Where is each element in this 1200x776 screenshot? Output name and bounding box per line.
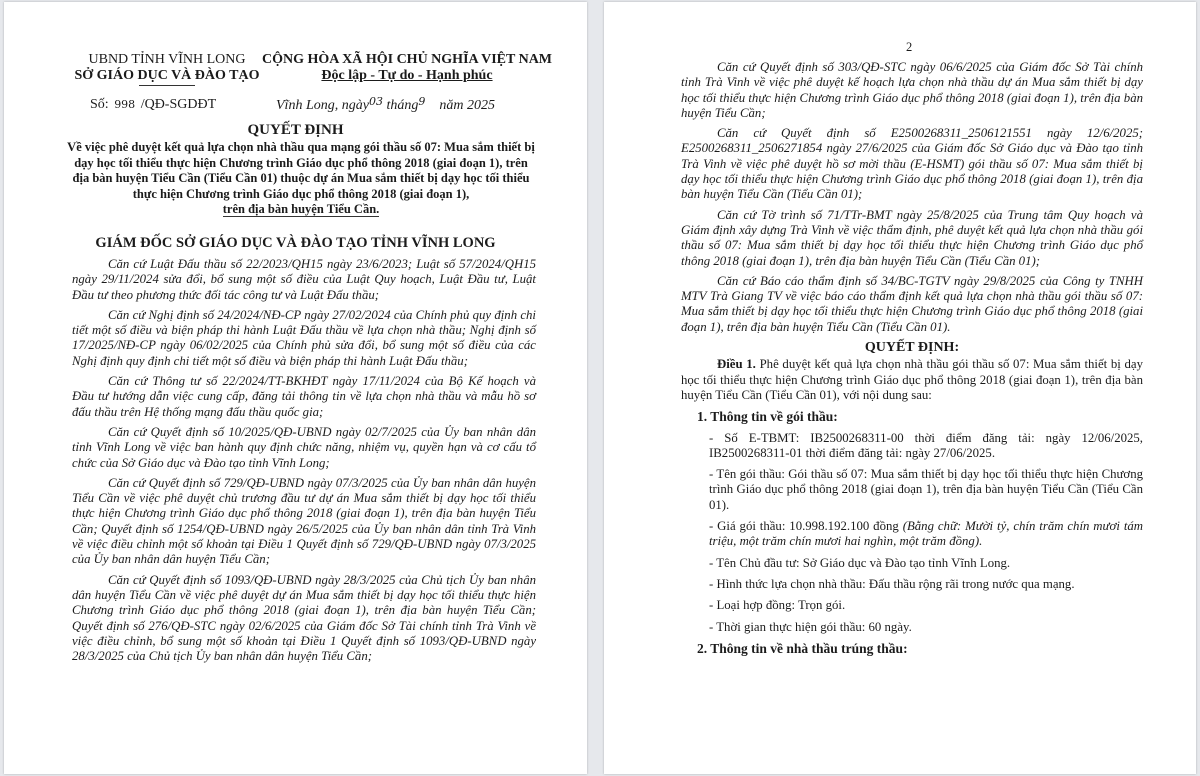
bid-item: - Tên Chủ đầu tư: Sở Giáo dục và Đào tạo tỉnh Vĩnh Long. <box>709 555 1011 570</box>
page-2-body <box>681 60 1143 662</box>
date-year: năm 2025 <box>439 98 495 113</box>
national-title: CỘNG HÒA XÃ HỘI CHỦ NGHĨA VIỆT NAM <box>262 52 553 67</box>
decision-title: QUYẾT ĐỊNH <box>247 122 344 138</box>
subject-main: Về việc phê duyệt kết quả lựa chọn nhà thầu qua mạng gói thầu số 07: Mua sắm thiết bị dạy học tối thiểu thực hiện Chương trình Giáo dục phổ thông 2018 (giai đoạn 1), trên địa bàn huyện Tiểu Cần (Tiểu Cần 01) thuộc dự án Mua sắm thiết bị dạy học tối thiểu thực hiện Chương trình Giáo dục phổ thông 2018 (giai đoạn 1), <box>67 140 535 201</box>
basis-paragraph: Căn cứ Luật Đấu thầu số 22/2023/QH15 ngày 23/6/2023; Luật số 57/2024/QH15 ngày 29/11/2024 sửa đổi, bổ sung một số điều của Luật Quy hoạch, Luật Đầu tư, Luật Đầu tư theo phương thức đối tác công tư và Luật Đấu thầu; <box>72 257 536 302</box>
bid-item: - Hình thức lựa chọn nhà thầu: Đấu thầu rộng rãi trong nước qua mạng. <box>709 576 1075 591</box>
legal-basis <box>72 257 536 669</box>
authority-title: GIÁM ĐỐC SỞ GIÁO DỤC VÀ ĐÀO TẠO TỈNH VĨNH LONG <box>95 235 496 251</box>
date-month: 9 <box>418 95 426 108</box>
section-1-heading: 1. Thông tin về gói thầu: <box>697 409 838 425</box>
document-page-2 <box>604 2 1196 774</box>
page-number: 2 <box>906 40 913 54</box>
national-motto: Độc lập - Tự do - Hạnh phúc <box>321 68 493 83</box>
subject-last: trên địa bàn huyện Tiểu Cần. <box>222 202 380 216</box>
document-date <box>276 95 495 114</box>
decision-subject <box>66 140 536 218</box>
agency-line-2: SỞ GIÁO DỤC VÀ ĐÀO TẠO <box>74 68 260 83</box>
basis-paragraph: Căn cứ Quyết định số 1093/QĐ-UBND ngày 28/3/2025 của Chủ tịch Ủy ban nhân dân huyện Tiểu Cần về việc phê duyệt dự án Mua sắm thiết bị dạy học tối thiểu thực hiện Chương trình Giáo dục phổ thông 2018 (giai đoạn 1), trên địa bàn huyện Tiểu Cần; Quyết định số 276/QĐ-STC ngày 02/6/2025 của Giám đốc Sở Tài chính tỉnh Trà Vinh về việc điều chỉnh, bổ sung một số khoản tại Điều 1 Quyết định số 1093/QĐ-UBND ngày 28/3/2025 của Chủ tịch Ủy ban nhân dân huyện Tiểu Cần; <box>72 572 536 664</box>
bid-item: - Loại hợp đồng: Trọn gói. <box>709 598 846 613</box>
bid-price-words: (Bằng chữ: Mười tỷ, chín trăm chín mươi tám triệu, một trăm chín mươi hai nghìn, một trăm đồng). <box>709 519 1144 549</box>
bid-item: - Thời gian thực hiện gói thầu: 60 ngày. <box>709 619 912 634</box>
basis-paragraph: Căn cứ Quyết định số 303/QĐ-STC ngày 06/6/2025 của Giám đốc Sở Tài chính tỉnh Trà Vinh về việc phê duyệt kế hoạch lựa chọn nhà thầu dự án Mua sắm thiết bị dạy học tối thiểu thực hiện Chương trình Giáo dục phổ thông 2018 (giai đoạn 1), trên địa bàn huyện Tiểu Cần; <box>681 60 1143 120</box>
agency-line-1: UBND TỈNH VĨNH LONG <box>88 52 246 67</box>
section-2-heading: 2. Thông tin về nhà thầu trúng thầu: <box>697 640 908 656</box>
bid-price-item <box>709 519 1143 550</box>
basis-paragraph: Căn cứ Tờ trình số 71/TTr-BMT ngày 25/8/2025 của Trung tâm Quy hoạch và Giám định xây dựng Trà Vinh về việc thẩm định, phê duyệt kết quả lựa chọn nhà thầu gói thầu số 07: Mua sắm thiết bị dạy học tối thiểu thực hiện Chương trình Giáo dục phổ thông 2018 (giai đoạn 1), trên địa bàn huyện Tiểu Cần (Tiểu Cần 01); <box>681 207 1143 268</box>
number-handwritten: 998 <box>114 98 136 111</box>
date-month-prefix: tháng <box>386 98 419 113</box>
bid-item: - Tên gói thầu: Gói thầu số 07: Mua sắm thiết bị dạy học tối thiểu thực hiện Chương trình Giáo dục phổ thông 2018 (giai đoạn 1), trên địa bàn huyện Tiểu Cần (Tiểu Cần 01). <box>709 467 1143 512</box>
document-page-1 <box>4 2 587 774</box>
basis-paragraph: Căn cứ Quyết định số E2500268311_2506121551 ngày 12/6/2025; E2500268311_2506271854 ngày 27/6/2025 của Giám đốc Sở Giáo dục và Đào tạo tỉnh Trà Vinh về việc phê duyệt hồ sơ mời thầu (E-HSMT) gói thầu số 07: Mua sắm thiết bị dạy học tối thiểu thực hiện Chương trình Giáo dục phổ thông 2018 (giai đoạn 1), trên địa bàn huyện Tiểu Cần (Tiểu Cần 01); <box>681 126 1143 202</box>
basis-paragraph: Căn cứ Quyết định số 10/2025/QĐ-UBND ngày 02/7/2025 của Ủy ban nhân dân tỉnh Vĩnh Long về việc ban hành quy định chức năng, nhiệm vụ, quyền hạn và cơ cấu tổ chức của Sở Giáo dục và Đào tạo tỉnh Vĩnh Long; <box>72 424 536 470</box>
article-1-label: Điều 1. <box>717 357 756 372</box>
agency-underline <box>139 85 195 86</box>
document-number <box>90 97 216 113</box>
bid-price: - Giá gói thầu: 10.998.192.100 đồng <box>709 519 899 534</box>
article-1 <box>681 357 1143 403</box>
number-suffix: /QĐ-SGDĐT <box>140 97 217 112</box>
basis-paragraph: Căn cứ Nghị định số 24/2024/NĐ-CP ngày 27/02/2024 của Chính phủ quy định chi tiết một số điều và biện pháp thi hành Luật Đấu thầu về lựa chọn nhà thầu; Nghị định số 17/2025/NĐ-CP ngày 06/02/2025 của Chính phủ sửa đổi, bổ sung một số điều của các Nghị định quy định chi tiết một số điều và biện pháp thi hành Luật Đấu thầu; <box>72 307 536 368</box>
national-header <box>262 52 552 84</box>
date-prefix: Vĩnh Long, ngày <box>276 98 369 113</box>
date-day: 03 <box>368 95 383 108</box>
basis-paragraph: Căn cứ Báo cáo thẩm định số 34/BC-TGTV ngày 29/8/2025 của Công ty TNHH MTV Trà Giang TV về việc báo cáo thẩm định kết quả lựa chọn nhà thầu gói thầu số 07: Mua sắm thiết bị dạy học tối thiểu thực hiện Chương trình Giáo dục phổ thông 2018 (giai đoạn 1), trên địa bàn huyện Tiểu Cần (Tiểu Cần 01). <box>681 273 1143 334</box>
issuing-agency <box>62 52 272 86</box>
decision-heading: QUYẾT ĐỊNH: <box>864 340 960 356</box>
number-prefix: Số: <box>90 97 109 112</box>
article-1-text: Phê duyệt kết quả lựa chọn nhà thầu gói thầu số 07: Mua sắm thiết bị dạy học tối thiểu thực hiện Chương trình Giáo dục phổ thông 2018 (giai đoạn 1), trên địa bàn huyện Tiểu Cần (Tiểu Cần 01), với nội dung sau: <box>681 357 1143 402</box>
basis-paragraph: Căn cứ Quyết định số 729/QĐ-UBND ngày 07/3/2025 của Ủy ban nhân dân huyện Tiểu Cần về việc phê duyệt chủ trương đầu tư dự án Mua sắm thiết bị dạy học tối thiểu thực hiện Chương trình Giáo dục phổ thông 2018 (giai đoạn 1), trên địa bàn huyện Tiểu Cần; Quyết định số 1254/QĐ-UBND ngày 26/5/2025 của Ủy ban nhân dân tỉnh Trà Vinh về việc điều chỉnh một số khoản tại Điều 1 Quyết định số 729/QĐ-UBND ngày 07/3/2025 của Ủy ban nhân dân huyện Tiểu Cần; <box>72 475 536 567</box>
bid-item: - Số E-TBMT: IB2500268311-00 thời điểm đăng tải: ngày 12/06/2025, IB2500268311-01 thời điểm đăng tải: ngày 27/06/2025. <box>709 430 1143 460</box>
basis-paragraph: Căn cứ Thông tư số 22/2024/TT-BKHĐT ngày 17/11/2024 của Bộ Kế hoạch và Đầu tư hướng dẫn việc cung cấp, đăng tải thông tin về lựa chọn nhà thầu và mẫu hồ sơ đấu thầu trên Hệ thống mạng đấu thầu quốc gia; <box>72 374 536 419</box>
